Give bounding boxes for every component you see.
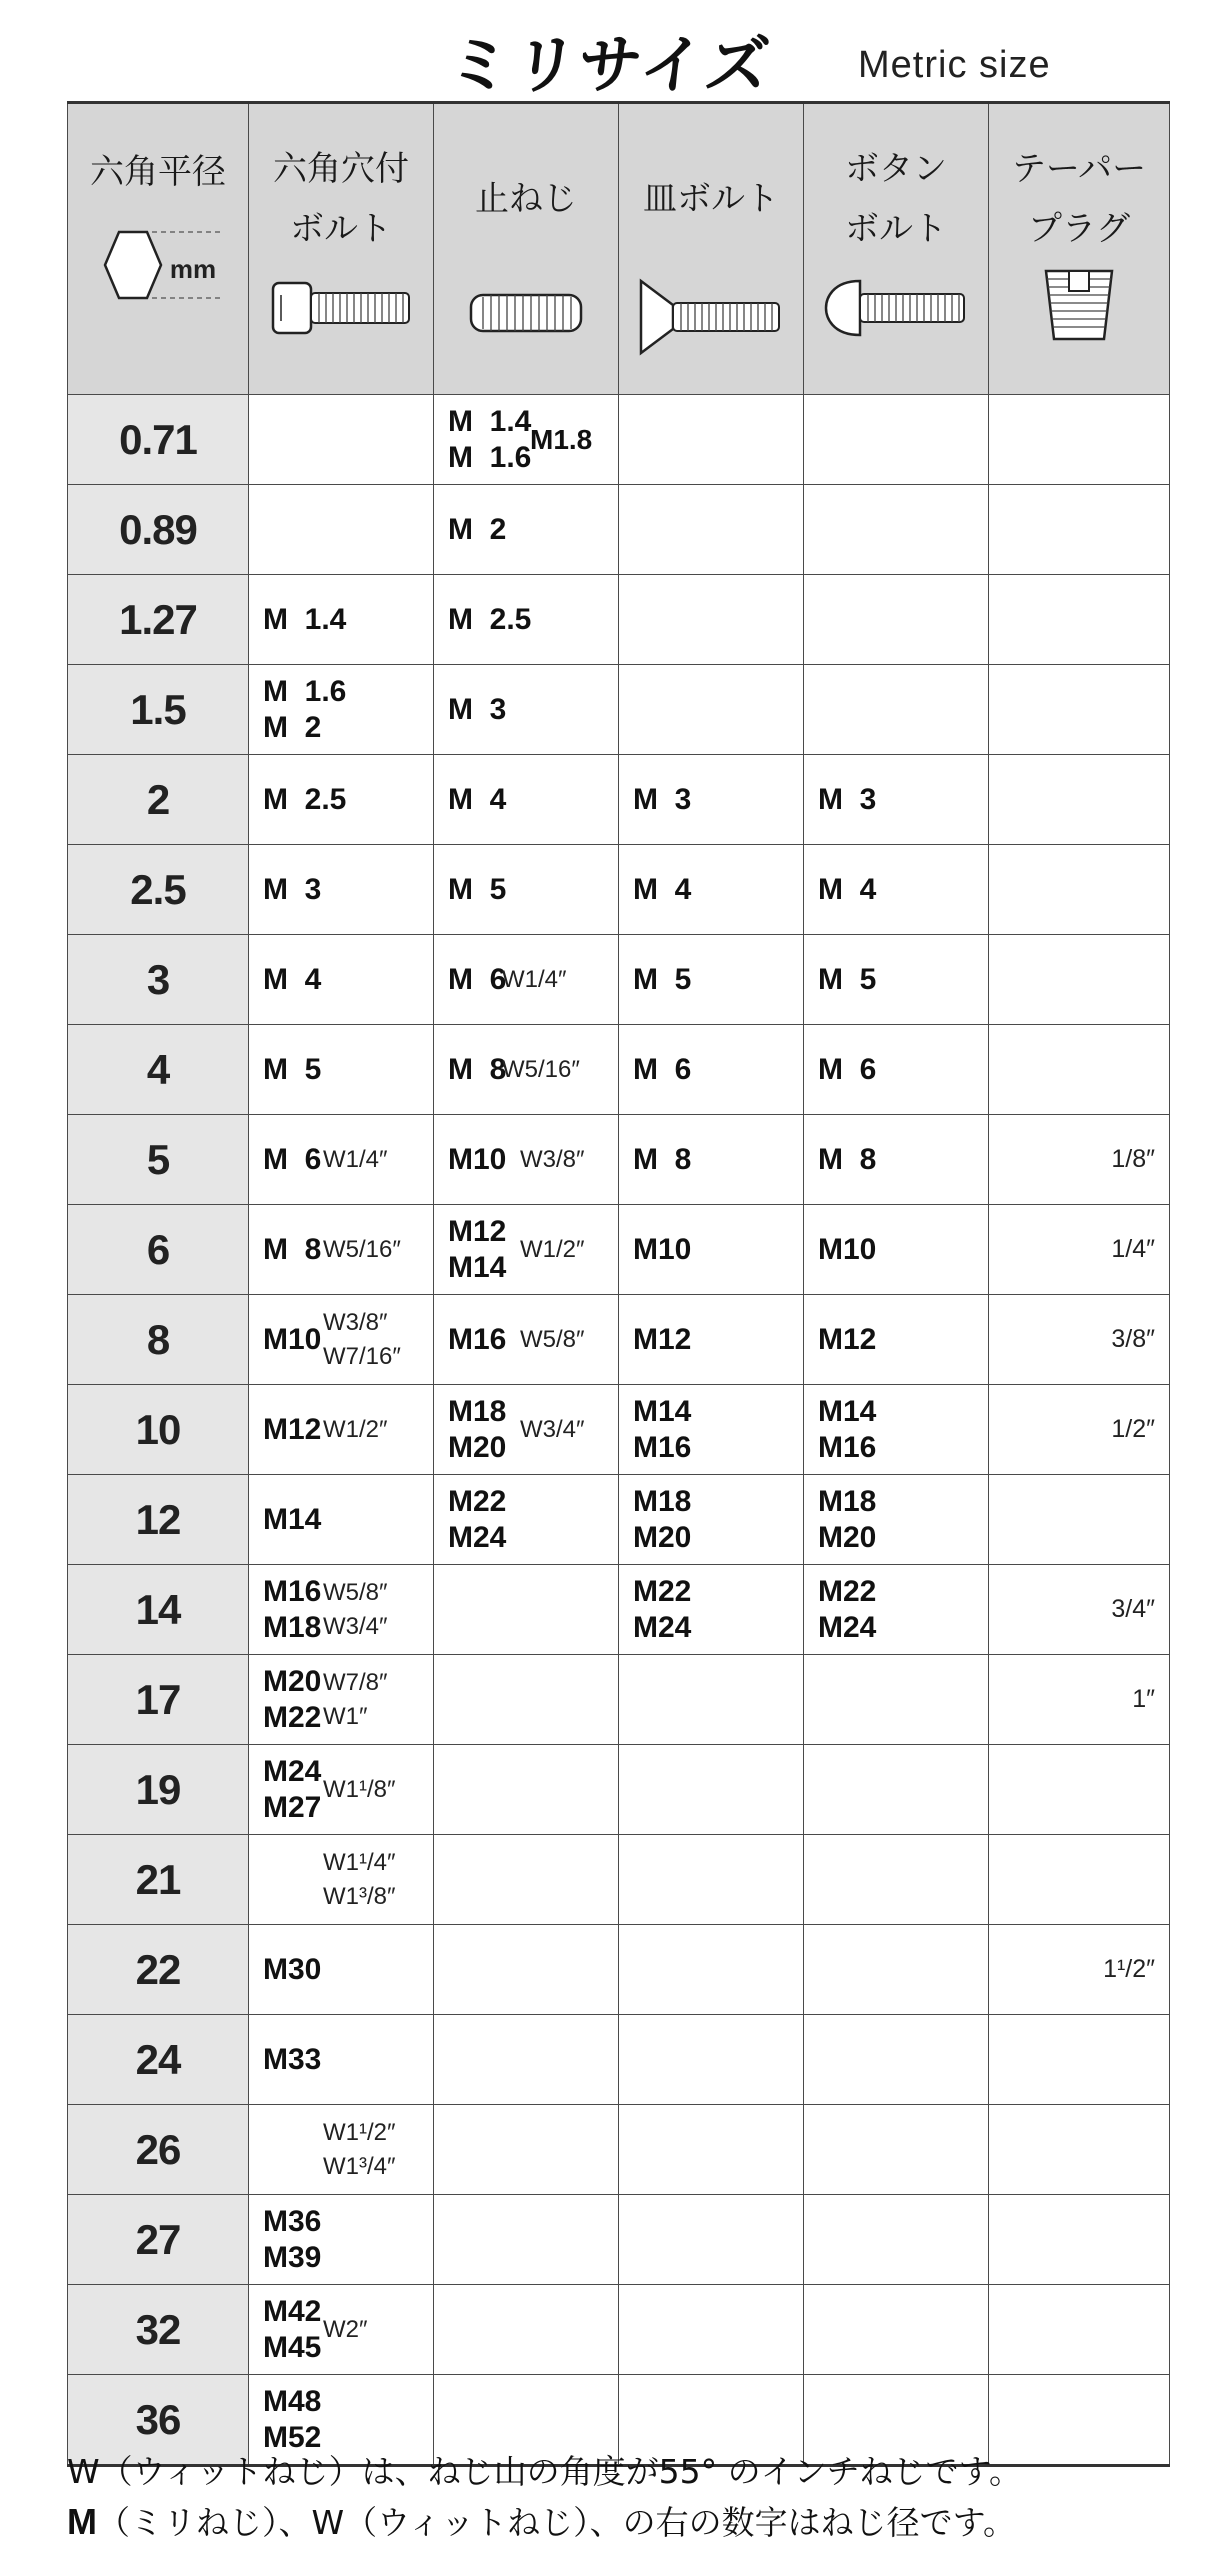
button-cell	[804, 2015, 989, 2105]
set-cell	[434, 2285, 619, 2375]
flat-cell	[619, 485, 804, 575]
set-cell	[434, 1115, 619, 1205]
table-row	[68, 2195, 1170, 2285]
set-metric: M 6	[448, 962, 507, 996]
table-row	[68, 665, 1170, 755]
hex-size-cell: 10	[68, 1385, 249, 1475]
button-cell	[804, 1745, 989, 1835]
button-cell	[804, 1925, 989, 2015]
set-whitworth: W3/4″	[520, 1415, 585, 1443]
table-row	[68, 935, 1170, 1025]
socket-metric: M30	[263, 1952, 322, 1986]
set-cell	[434, 1385, 619, 1475]
header-taper-plug	[989, 103, 1170, 395]
set-metric: M10	[448, 1142, 507, 1176]
taper-cell	[989, 2195, 1170, 2285]
hex-size-cell: 8	[68, 1295, 249, 1385]
button-cell	[804, 1295, 989, 1385]
socket-cell	[249, 2015, 434, 2105]
taper-cell	[989, 575, 1170, 665]
taper-cell	[989, 1745, 1170, 1835]
flat-metric: M 8	[633, 1142, 692, 1176]
socket-cell	[249, 575, 434, 665]
header-button-line1: ボタン	[845, 149, 947, 189]
socket-metric: M24 M27	[263, 1754, 322, 1824]
flat-cell	[619, 1745, 804, 1835]
button-cell	[804, 2195, 989, 2285]
hex-size-cell: 1.5	[68, 665, 249, 755]
button-metric: M 5	[818, 962, 877, 996]
header-button-line2: ボルト	[845, 209, 947, 249]
set-cell	[434, 845, 619, 935]
socket-cell	[249, 1385, 434, 1475]
button-cell	[804, 2105, 989, 2195]
taper-cell: 3/4″	[989, 1565, 1170, 1655]
set-cell	[434, 755, 619, 845]
table-row	[68, 1025, 1170, 1115]
socket-metric: M10	[263, 1322, 322, 1356]
button-cell	[804, 1475, 989, 1565]
table-row	[68, 1205, 1170, 1295]
socket-cell	[249, 1475, 434, 1565]
flat-metric: M 3	[633, 782, 692, 816]
flat-bolt-icon	[619, 269, 803, 359]
set-metric: M 5	[448, 872, 507, 906]
flat-cell	[619, 2195, 804, 2285]
taper-cell	[989, 1475, 1170, 1565]
socket-whitworth: W1¹/8″	[323, 1775, 396, 1803]
table-row	[68, 1655, 1170, 1745]
flat-cell	[619, 395, 804, 485]
footnote-line1: W（ウィットねじ）は、ねじ山の角度が55° のインチねじです。	[67, 2452, 1022, 2491]
flat-cell	[619, 2015, 804, 2105]
socket-cell	[249, 1835, 434, 1925]
header-socket-line2: ボルト	[290, 209, 392, 249]
flat-cell	[619, 1835, 804, 1925]
button-cell	[804, 1205, 989, 1295]
button-metric: M10	[818, 1232, 877, 1266]
button-metric: M12	[818, 1322, 877, 1356]
header-flat-label: 皿ボルト	[643, 179, 779, 219]
button-cell	[804, 1115, 989, 1205]
header-flat-bolt	[619, 103, 804, 395]
socket-metric: M 5	[263, 1052, 322, 1086]
hex-size-cell: 2.5	[68, 845, 249, 935]
taper-cell	[989, 485, 1170, 575]
hex-size-cell: 14	[68, 1565, 249, 1655]
header-set-label: 止ねじ	[475, 179, 577, 219]
taper-cell: 1/2″	[989, 1385, 1170, 1475]
button-bolt-icon	[804, 259, 988, 349]
title-bar	[0, 0, 1232, 103]
button-cell	[804, 665, 989, 755]
set-metric: M22 M24	[448, 1484, 507, 1554]
socket-cell	[249, 1025, 434, 1115]
table-row	[68, 1475, 1170, 1565]
socket-metric: M 2.5	[263, 782, 347, 816]
socket-metric: M 3	[263, 872, 322, 906]
set-metric: M12 M14	[448, 1214, 507, 1284]
taper-cell	[989, 2105, 1170, 2195]
hex-size-cell: 32	[68, 2285, 249, 2375]
button-cell	[804, 395, 989, 485]
socket-whitworth: W5/16″	[323, 1235, 401, 1263]
button-cell	[804, 1385, 989, 1475]
hex-size-cell: 5	[68, 1115, 249, 1205]
socket-metric: M20 M22	[263, 1664, 322, 1734]
set-whitworth: W1/2″	[520, 1235, 585, 1263]
flat-cell	[619, 935, 804, 1025]
socket-whitworth: W1¹/2″ W1³/4″	[323, 2118, 396, 2180]
flat-cell	[619, 2105, 804, 2195]
flat-cell	[619, 575, 804, 665]
header-taper-line1: テーパー	[1011, 149, 1147, 189]
taper-cell	[989, 755, 1170, 845]
set-cell	[434, 935, 619, 1025]
set-cell	[434, 2195, 619, 2285]
socket-cell	[249, 1115, 434, 1205]
taper-cell: 1/8″	[989, 1115, 1170, 1205]
header-button-bolt	[804, 103, 989, 395]
set-whitworth: W1/4″	[502, 965, 567, 993]
table-row	[68, 485, 1170, 575]
set-cell	[434, 395, 619, 485]
button-cell	[804, 1565, 989, 1655]
hex-size-cell: 0.89	[68, 485, 249, 575]
set-cell	[434, 665, 619, 755]
taper-cell: 1″	[989, 1655, 1170, 1745]
button-metric: M 3	[818, 782, 877, 816]
button-metric: M14 M16	[818, 1394, 877, 1464]
set-cell	[434, 2105, 619, 2195]
socket-whitworth: W7/8″ W1″	[323, 1668, 388, 1730]
socket-cell	[249, 1295, 434, 1385]
hex-size-cell: 27	[68, 2195, 249, 2285]
socket-bolt-icon	[249, 259, 433, 349]
socket-cell	[249, 1655, 434, 1745]
mm-label: mm	[169, 254, 217, 284]
flat-metric: M12	[633, 1322, 692, 1356]
socket-cell	[249, 2105, 434, 2195]
table-row	[68, 1115, 1170, 1205]
button-metric: M 6	[818, 1052, 877, 1086]
taper-cell	[989, 1025, 1170, 1115]
socket-cell	[249, 1925, 434, 2015]
flat-cell	[619, 845, 804, 935]
button-cell	[804, 755, 989, 845]
header-hex-size	[68, 103, 249, 395]
hex-size-cell: 21	[68, 1835, 249, 1925]
button-metric: M18 M20	[818, 1484, 877, 1554]
socket-metric: M48 M52	[263, 2384, 322, 2454]
table-row	[68, 1385, 1170, 1475]
set-metric: M 2	[448, 512, 507, 546]
flat-metric: M14 M16	[633, 1394, 692, 1464]
button-cell	[804, 485, 989, 575]
set-metric: M 2.5	[448, 602, 532, 636]
set-cell	[434, 1475, 619, 1565]
set-metric: M 8	[448, 1052, 507, 1086]
socket-metric: M 1.6 M 2	[263, 674, 347, 744]
button-cell	[804, 935, 989, 1025]
socket-whitworth: W1/4″	[323, 1145, 388, 1173]
flat-cell	[619, 665, 804, 755]
set-screw-icon	[434, 269, 618, 359]
flat-metric: M22 M24	[633, 1574, 692, 1644]
footnote-m: M	[67, 2501, 97, 2542]
socket-metric: M 1.4	[263, 602, 347, 636]
socket-cell	[249, 1565, 434, 1655]
hex-size-cell: 4	[68, 1025, 249, 1115]
footnote-line2-text: （ミリねじ）、W（ウィットねじ）、の右の数字はねじ径です。	[97, 2503, 1017, 2542]
hex-size-cell: 17	[68, 1655, 249, 1745]
table-row	[68, 1295, 1170, 1385]
hex-size-cell: 26	[68, 2105, 249, 2195]
taper-cell	[989, 665, 1170, 755]
header-taper-line2: プラグ	[1028, 209, 1130, 249]
hex-size-cell: 0.71	[68, 395, 249, 485]
table-row	[68, 2105, 1170, 2195]
table-row	[68, 575, 1170, 665]
button-metric: M 8	[818, 1142, 877, 1176]
table-row	[68, 1745, 1170, 1835]
button-cell	[804, 1025, 989, 1115]
set-cell	[434, 1565, 619, 1655]
socket-cell	[249, 395, 434, 485]
socket-cell	[249, 845, 434, 935]
table-row	[68, 1565, 1170, 1655]
socket-whitworth: W2″	[323, 2315, 368, 2343]
flat-cell	[619, 1565, 804, 1655]
hex-size-cell: 22	[68, 1925, 249, 2015]
set-cell	[434, 1025, 619, 1115]
header-hex-label: 六角平径	[90, 152, 226, 192]
hex-size-cell: 3	[68, 935, 249, 1025]
header-socket-line1: 六角穴付	[273, 149, 409, 189]
size-table	[67, 101, 1170, 2467]
table-row	[68, 395, 1170, 485]
flat-cell	[619, 1295, 804, 1385]
button-cell	[804, 845, 989, 935]
hex-icon	[68, 202, 248, 312]
socket-metric: M 6	[263, 1142, 322, 1176]
footnote	[67, 2447, 1207, 2548]
socket-cell	[249, 1745, 434, 1835]
page-subtitle: Metric size	[858, 44, 1051, 86]
set-whitworth: W5/8″	[520, 1325, 585, 1353]
socket-metric: M 4	[263, 962, 322, 996]
socket-cell	[249, 665, 434, 755]
set-cell	[434, 2015, 619, 2105]
hex-size-cell: 36	[68, 2375, 249, 2466]
button-cell	[804, 2285, 989, 2375]
socket-cell	[249, 2195, 434, 2285]
set-cell	[434, 1745, 619, 1835]
set-metric: M 1.4 M 1.6	[448, 404, 532, 474]
flat-cell	[619, 1205, 804, 1295]
flat-cell	[619, 1385, 804, 1475]
flat-cell	[619, 1115, 804, 1205]
socket-metric: M16 M18	[263, 1574, 322, 1644]
button-metric: M22 M24	[818, 1574, 877, 1644]
set-metric: M 4	[448, 782, 507, 816]
footnote-line2	[67, 2497, 1207, 2548]
socket-whitworth: W1¹/4″ W1³/8″	[323, 1848, 396, 1910]
socket-cell	[249, 485, 434, 575]
set-metric: M16	[448, 1322, 507, 1356]
table-row	[68, 1835, 1170, 1925]
socket-metric: M42 M45	[263, 2294, 322, 2364]
header-socket-bolt	[249, 103, 434, 395]
socket-cell	[249, 2285, 434, 2375]
hex-size-cell: 2	[68, 755, 249, 845]
set-whitworth: M1.8	[530, 423, 593, 455]
taper-cell	[989, 845, 1170, 935]
socket-metric: M36 M39	[263, 2204, 322, 2274]
set-cell	[434, 1205, 619, 1295]
flat-cell	[619, 1655, 804, 1745]
socket-metric: M12	[263, 1412, 322, 1446]
set-whitworth: W3/8″	[520, 1145, 585, 1173]
table-header-row	[68, 103, 1170, 395]
button-metric: M 4	[818, 872, 877, 906]
set-cell	[434, 1925, 619, 2015]
table-row	[68, 755, 1170, 845]
hex-size-cell: 6	[68, 1205, 249, 1295]
set-cell	[434, 1835, 619, 1925]
hex-size-cell: 1.27	[68, 575, 249, 665]
table-row	[68, 1925, 1170, 2015]
flat-cell	[619, 2285, 804, 2375]
socket-cell	[249, 1205, 434, 1295]
set-cell	[434, 575, 619, 665]
set-cell	[434, 1295, 619, 1385]
button-cell	[804, 1835, 989, 1925]
hex-size-cell: 12	[68, 1475, 249, 1565]
socket-metric: M33	[263, 2042, 322, 2076]
flat-metric: M18 M20	[633, 1484, 692, 1554]
socket-whitworth: W3/8″ W7/16″	[323, 1308, 401, 1370]
taper-plug-icon	[989, 259, 1169, 349]
taper-cell: 3/8″	[989, 1295, 1170, 1385]
set-metric: M18 M20	[448, 1394, 507, 1464]
socket-cell	[249, 755, 434, 845]
button-cell	[804, 575, 989, 665]
set-cell	[434, 1655, 619, 1745]
page-title: ミリサイズ	[443, 29, 775, 103]
table-row	[68, 2285, 1170, 2375]
flat-cell	[619, 1925, 804, 2015]
flat-cell	[619, 1025, 804, 1115]
flat-metric: M10	[633, 1232, 692, 1266]
hex-size-cell: 24	[68, 2015, 249, 2105]
button-cell	[804, 1655, 989, 1745]
taper-cell: 1/4″	[989, 1205, 1170, 1295]
taper-cell: 1¹/2″	[989, 1925, 1170, 2015]
set-cell	[434, 485, 619, 575]
set-whitworth: W5/16″	[502, 1055, 580, 1083]
flat-cell	[619, 755, 804, 845]
table-row	[68, 845, 1170, 935]
hex-size-cell: 19	[68, 1745, 249, 1835]
taper-cell	[989, 2015, 1170, 2105]
flat-cell	[619, 1475, 804, 1565]
taper-cell	[989, 395, 1170, 485]
flat-metric: M 6	[633, 1052, 692, 1086]
socket-metric: M 8	[263, 1232, 322, 1266]
set-metric: M 3	[448, 692, 507, 726]
socket-whitworth: W5/8″ W3/4″	[323, 1578, 388, 1640]
socket-cell	[249, 935, 434, 1025]
flat-metric: M 5	[633, 962, 692, 996]
header-set-screw	[434, 103, 619, 395]
socket-metric: M14	[263, 1502, 322, 1536]
table-row	[68, 2015, 1170, 2105]
taper-cell	[989, 1835, 1170, 1925]
taper-cell	[989, 935, 1170, 1025]
socket-whitworth: W1/2″	[323, 1415, 388, 1443]
taper-cell	[989, 2285, 1170, 2375]
flat-metric: M 4	[633, 872, 692, 906]
